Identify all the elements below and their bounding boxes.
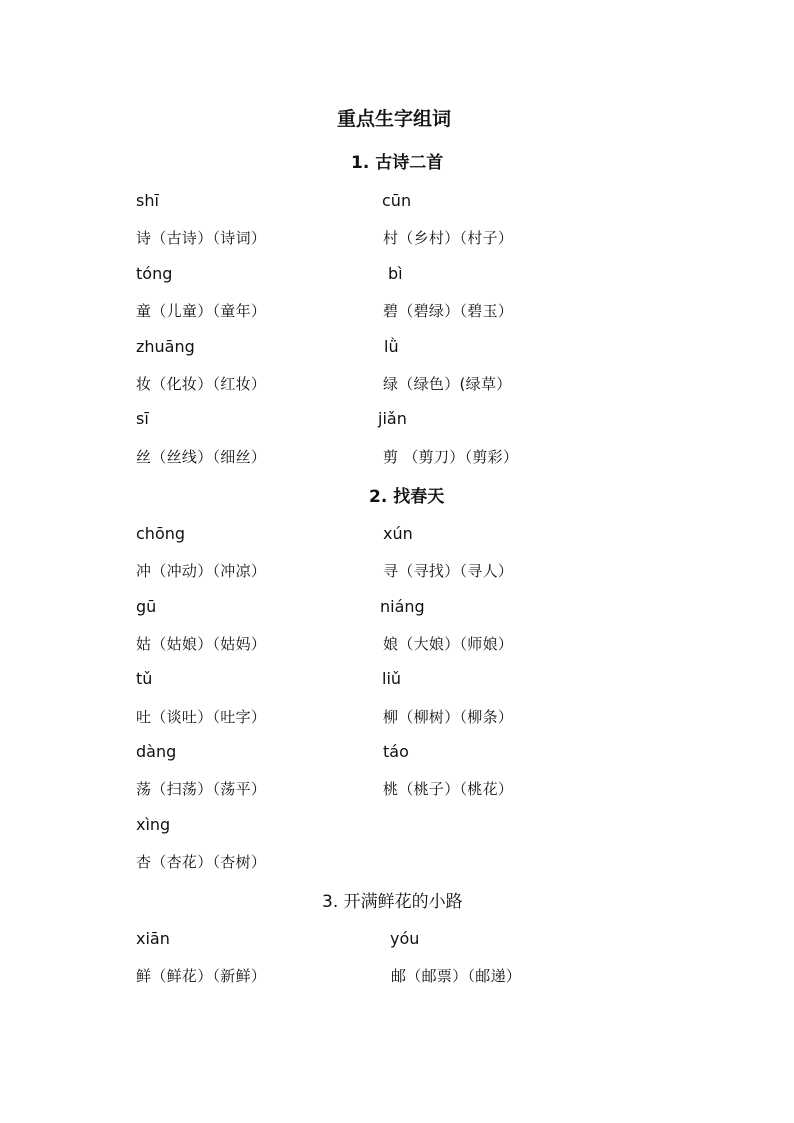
words-tong: 童（儿童）（童年） (136, 302, 267, 320)
pinyin-tao: táo (383, 742, 409, 761)
words-tu: 吐（谈吐）（吐字） (136, 708, 267, 726)
section-heading-3: 3. 开满鲜花的小路 (322, 892, 463, 912)
words-gu: 姑（姑娘）（姑妈） (136, 635, 267, 653)
pinyin-si: sī (136, 409, 149, 428)
pinyin-dang: dàng (136, 742, 177, 761)
pinyin-tu: tǔ (136, 669, 153, 688)
pinyin-lv: lǜ (384, 337, 399, 356)
pinyin-shi: shī (136, 191, 159, 210)
page-title: 重点生字组词 (337, 108, 452, 130)
words-tao: 桃（桃子）（桃花） (383, 780, 514, 798)
pinyin-xian: xiān (136, 929, 170, 948)
words-lv: 绿（绿色）(绿草） (383, 375, 512, 393)
words-cun: 村（乡村）（村子） (383, 229, 514, 247)
pinyin-tong: tóng (136, 264, 173, 283)
pinyin-zhuang: zhuāng (136, 337, 195, 356)
pinyin-xun: xún (383, 524, 413, 543)
words-jian: 剪 （剪刀）（剪彩） (383, 448, 519, 466)
pinyin-cun: cūn (382, 191, 412, 210)
words-dang: 荡（扫荡）（荡平） (136, 780, 267, 798)
words-si: 丝（丝线）（细丝） (136, 448, 267, 466)
pinyin-xing: xìng (136, 815, 171, 834)
words-shi: 诗（古诗）（诗词） (136, 229, 267, 247)
pinyin-gu: gū (136, 597, 157, 616)
words-bi: 碧（碧绿）（碧玉） (383, 302, 514, 320)
words-xing: 杏（杏花）（杏树） (136, 853, 267, 871)
words-zhuang: 妆（化妆）（红妆） (136, 375, 267, 393)
words-niang: 娘（大娘）（师娘） (383, 635, 514, 653)
words-liu: 柳（柳树）（柳条） (383, 708, 514, 726)
words-xian: 鲜（鲜花）（新鲜） (136, 967, 267, 985)
pinyin-jian: jiǎn (378, 409, 407, 428)
pinyin-niang: niáng (380, 597, 425, 616)
section-heading-1: 1. 古诗二首 (351, 153, 444, 173)
words-chong: 冲（冲动）（冲凉） (136, 562, 267, 580)
words-you: 邮（邮票）（邮递） (391, 967, 522, 985)
pinyin-liu: liǔ (382, 669, 402, 688)
section-heading-2: 2. 找春天 (369, 487, 445, 507)
pinyin-bi: bì (388, 264, 403, 283)
pinyin-chong: chōng (136, 524, 186, 543)
words-xun: 寻（寻找）（寻人） (383, 562, 514, 580)
pinyin-you: yóu (390, 929, 420, 948)
